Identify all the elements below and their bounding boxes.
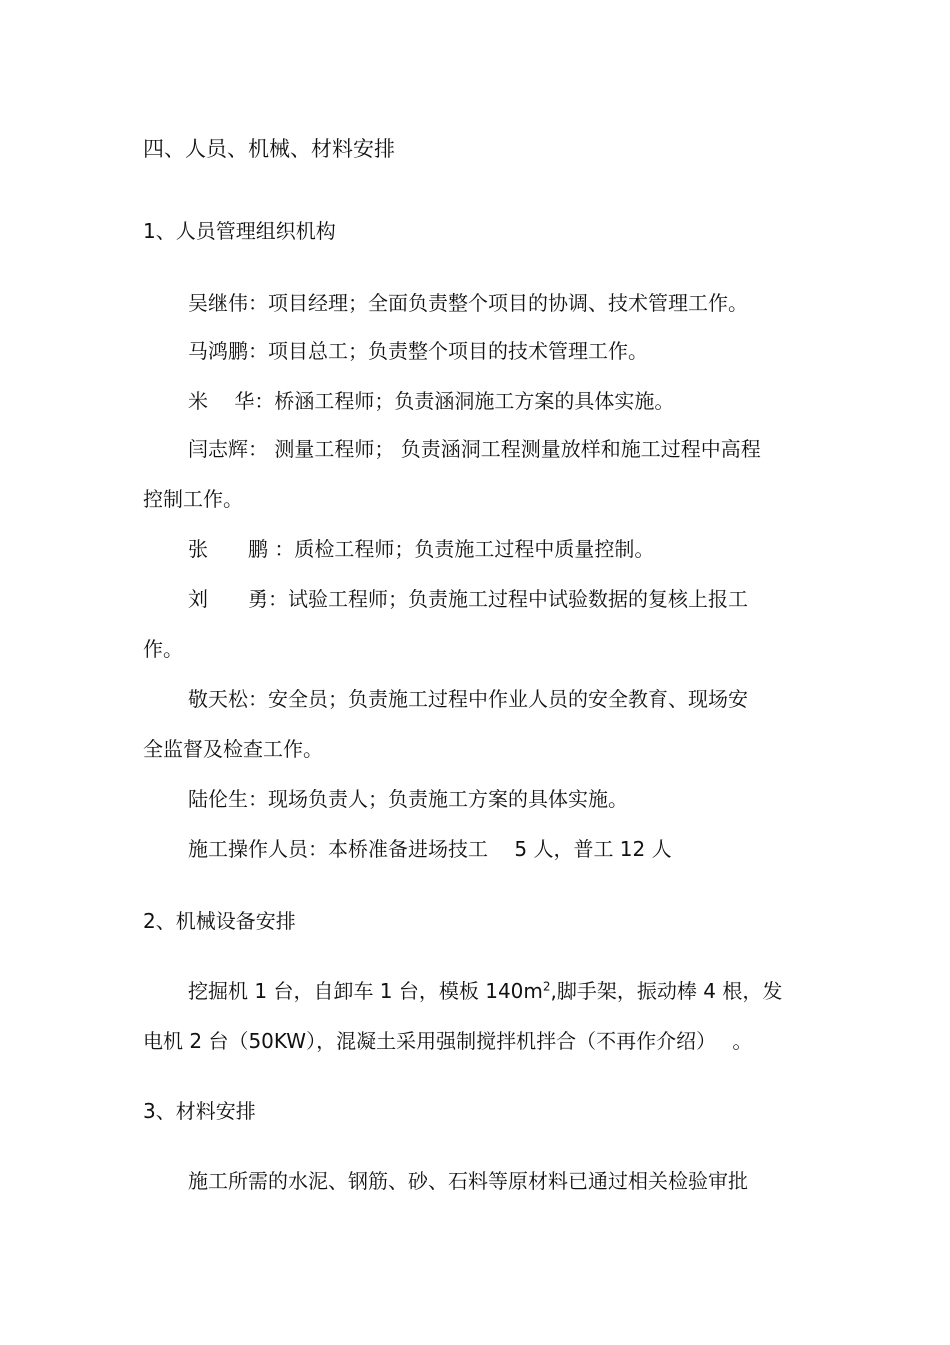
- personnel-line: 刘 勇：试验工程师；负责施工过程中试验数据的复核上报工: [188, 587, 748, 611]
- personnel-line: 敬天松：安全员；负责施工过程中作业人员的安全教育、现场安: [188, 687, 748, 711]
- personnel-line: 陆伦生：现场负责人；负责施工方案的具体实施。: [188, 787, 628, 811]
- personnel-line: 马鸿鹏：项目总工；负责整个项目的技术管理工作。: [188, 339, 648, 363]
- section-title: 四、人员、机械、材料安排: [143, 137, 395, 161]
- personnel-line: 吴继伟：项目经理；全面负责整个项目的协调、技术管理工作。: [188, 291, 748, 315]
- equipment-text: ,脚手架，振动棒 4 根，发: [550, 979, 783, 1003]
- personnel-line: 控制工作。: [143, 487, 243, 511]
- equipment-text: 挖掘机 1 台，自卸车 1 台，模板 140m: [188, 979, 543, 1003]
- personnel-line: 施工操作人员：本桥准备进场技工 5 人，普工 12 人: [188, 837, 672, 861]
- materials-line: 施工所需的水泥、钢筋、砂、石料等原材料已通过相关检验审批: [188, 1169, 748, 1193]
- equipment-line-2: 电机 2 台（50KW），混凝土采用强制搅拌机拌合（不再作介绍） 。: [143, 1029, 753, 1053]
- personnel-line: 张 鹏 ：质检工程师；负责施工过程中质量控制。: [188, 537, 655, 561]
- personnel-line: 米 华：桥涵工程师；负责涵洞施工方案的具体实施。: [188, 389, 675, 413]
- materials-heading: 3、材料安排: [143, 1099, 256, 1123]
- personnel-line: 闫志辉： 测量工程师； 负责涵洞工程测量放样和施工过程中高程: [188, 437, 761, 461]
- equipment-line-1: [188, 978, 782, 1004]
- equipment-heading: 2、机械设备安排: [143, 909, 296, 933]
- personnel-heading: 1、人员管理组织机构: [143, 219, 336, 243]
- personnel-line: 全监督及检查工作。: [143, 737, 323, 761]
- superscript-two: 2: [542, 979, 551, 994]
- personnel-line: 作。: [143, 637, 183, 661]
